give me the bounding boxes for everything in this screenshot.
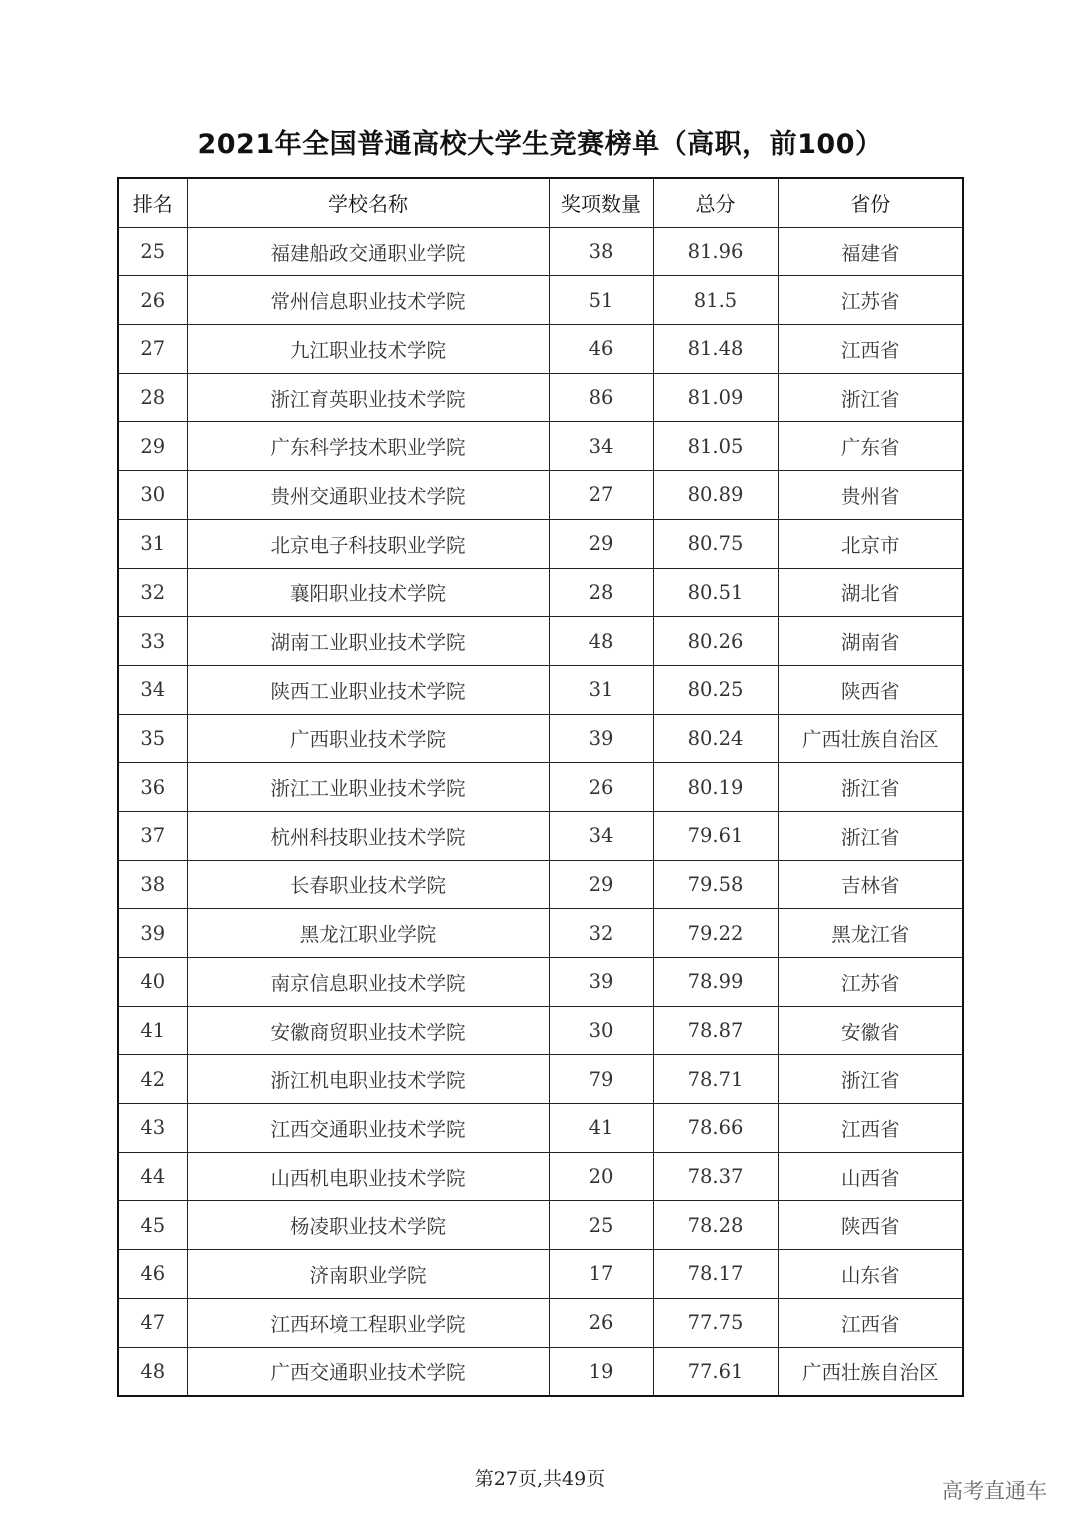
cell-school-name: 福建船政交通职业学院 bbox=[187, 227, 549, 276]
cell-province: 湖北省 bbox=[778, 568, 963, 617]
cell-province: 浙江省 bbox=[778, 1055, 963, 1104]
cell-award-count: 17 bbox=[549, 1250, 653, 1299]
cell-province: 江西省 bbox=[778, 325, 963, 374]
header-school-name: 学校名称 bbox=[187, 178, 549, 227]
cell-province: 贵州省 bbox=[778, 471, 963, 520]
table-row bbox=[118, 1152, 963, 1201]
header-award-count: 奖项数量 bbox=[549, 178, 653, 227]
cell-school-name: 北京电子科技职业学院 bbox=[187, 519, 549, 568]
cell-school-name: 山西机电职业技术学院 bbox=[187, 1152, 549, 1201]
cell-province: 湖南省 bbox=[778, 617, 963, 666]
table-row bbox=[118, 1055, 963, 1104]
cell-total-score: 80.19 bbox=[653, 763, 778, 812]
cell-award-count: 34 bbox=[549, 811, 653, 860]
cell-province: 黑龙江省 bbox=[778, 909, 963, 958]
cell-rank: 25 bbox=[118, 227, 187, 276]
cell-province: 安徽省 bbox=[778, 1006, 963, 1055]
cell-province: 陕西省 bbox=[778, 1201, 963, 1250]
cell-school-name: 安徽商贸职业技术学院 bbox=[187, 1006, 549, 1055]
cell-total-score: 77.61 bbox=[653, 1347, 778, 1396]
cell-province: 江西省 bbox=[778, 1104, 963, 1153]
table-row bbox=[118, 227, 963, 276]
cell-school-name: 江西环境工程职业学院 bbox=[187, 1298, 549, 1347]
cell-award-count: 31 bbox=[549, 665, 653, 714]
cell-province: 广西壮族自治区 bbox=[778, 1347, 963, 1396]
cell-total-score: 78.66 bbox=[653, 1104, 778, 1153]
cell-award-count: 30 bbox=[549, 1006, 653, 1055]
cell-rank: 29 bbox=[118, 422, 187, 471]
table-row bbox=[118, 1347, 963, 1396]
table-row bbox=[118, 958, 963, 1007]
cell-school-name: 广西职业技术学院 bbox=[187, 714, 549, 763]
table-row bbox=[118, 276, 963, 325]
cell-school-name: 杨凌职业技术学院 bbox=[187, 1201, 549, 1250]
cell-province: 广东省 bbox=[778, 422, 963, 471]
cell-school-name: 杭州科技职业技术学院 bbox=[187, 811, 549, 860]
table-row bbox=[118, 471, 963, 520]
cell-total-score: 78.71 bbox=[653, 1055, 778, 1104]
cell-school-name: 陕西工业职业技术学院 bbox=[187, 665, 549, 714]
cell-award-count: 29 bbox=[549, 860, 653, 909]
page-number: 第27页,共49页 bbox=[474, 1468, 606, 1490]
cell-award-count: 25 bbox=[549, 1201, 653, 1250]
cell-total-score: 78.99 bbox=[653, 958, 778, 1007]
cell-province: 福建省 bbox=[778, 227, 963, 276]
cell-rank: 39 bbox=[118, 909, 187, 958]
cell-rank: 26 bbox=[118, 276, 187, 325]
cell-total-score: 80.51 bbox=[653, 568, 778, 617]
cell-total-score: 80.75 bbox=[653, 519, 778, 568]
cell-rank: 34 bbox=[118, 665, 187, 714]
cell-total-score: 81.05 bbox=[653, 422, 778, 471]
cell-school-name: 九江职业技术学院 bbox=[187, 325, 549, 374]
cell-award-count: 28 bbox=[549, 568, 653, 617]
cell-school-name: 浙江工业职业技术学院 bbox=[187, 763, 549, 812]
cell-total-score: 80.26 bbox=[653, 617, 778, 666]
cell-province: 浙江省 bbox=[778, 811, 963, 860]
ranking-table bbox=[117, 177, 964, 1397]
cell-award-count: 26 bbox=[549, 763, 653, 812]
cell-total-score: 79.22 bbox=[653, 909, 778, 958]
cell-award-count: 39 bbox=[549, 958, 653, 1007]
cell-rank: 43 bbox=[118, 1104, 187, 1153]
cell-total-score: 78.87 bbox=[653, 1006, 778, 1055]
cell-school-name: 浙江机电职业技术学院 bbox=[187, 1055, 549, 1104]
cell-rank: 31 bbox=[118, 519, 187, 568]
table-row bbox=[118, 909, 963, 958]
cell-province: 江西省 bbox=[778, 1298, 963, 1347]
cell-school-name: 浙江育英职业技术学院 bbox=[187, 373, 549, 422]
header-rank: 排名 bbox=[118, 178, 187, 227]
cell-total-score: 81.48 bbox=[653, 325, 778, 374]
table-row bbox=[118, 422, 963, 471]
cell-rank: 48 bbox=[118, 1347, 187, 1396]
cell-award-count: 46 bbox=[549, 325, 653, 374]
table-row bbox=[118, 1250, 963, 1299]
table-row bbox=[118, 1006, 963, 1055]
cell-rank: 37 bbox=[118, 811, 187, 860]
cell-rank: 40 bbox=[118, 958, 187, 1007]
header-province: 省份 bbox=[778, 178, 963, 227]
cell-award-count: 48 bbox=[549, 617, 653, 666]
table-body bbox=[118, 227, 963, 1396]
cell-award-count: 86 bbox=[549, 373, 653, 422]
cell-total-score: 81.09 bbox=[653, 373, 778, 422]
cell-rank: 41 bbox=[118, 1006, 187, 1055]
cell-school-name: 湖南工业职业技术学院 bbox=[187, 617, 549, 666]
table-row bbox=[118, 763, 963, 812]
cell-rank: 44 bbox=[118, 1152, 187, 1201]
table-header-row bbox=[118, 178, 963, 227]
cell-province: 浙江省 bbox=[778, 373, 963, 422]
cell-rank: 36 bbox=[118, 763, 187, 812]
table-row bbox=[118, 325, 963, 374]
cell-total-score: 80.24 bbox=[653, 714, 778, 763]
cell-school-name: 江西交通职业技术学院 bbox=[187, 1104, 549, 1153]
table-row bbox=[118, 568, 963, 617]
cell-total-score: 80.25 bbox=[653, 665, 778, 714]
table-row bbox=[118, 617, 963, 666]
watermark: 高考直通车 bbox=[942, 1479, 1047, 1503]
cell-rank: 38 bbox=[118, 860, 187, 909]
cell-total-score: 80.89 bbox=[653, 471, 778, 520]
cell-school-name: 南京信息职业技术学院 bbox=[187, 958, 549, 1007]
cell-award-count: 39 bbox=[549, 714, 653, 763]
cell-school-name: 济南职业学院 bbox=[187, 1250, 549, 1299]
table-row bbox=[118, 860, 963, 909]
cell-province: 北京市 bbox=[778, 519, 963, 568]
cell-total-score: 81.96 bbox=[653, 227, 778, 276]
cell-total-score: 78.28 bbox=[653, 1201, 778, 1250]
cell-award-count: 38 bbox=[549, 227, 653, 276]
cell-award-count: 79 bbox=[549, 1055, 653, 1104]
cell-rank: 42 bbox=[118, 1055, 187, 1104]
cell-total-score: 78.17 bbox=[653, 1250, 778, 1299]
cell-province: 浙江省 bbox=[778, 763, 963, 812]
cell-school-name: 贵州交通职业技术学院 bbox=[187, 471, 549, 520]
cell-award-count: 29 bbox=[549, 519, 653, 568]
cell-award-count: 32 bbox=[549, 909, 653, 958]
cell-award-count: 26 bbox=[549, 1298, 653, 1347]
cell-province: 山西省 bbox=[778, 1152, 963, 1201]
cell-award-count: 34 bbox=[549, 422, 653, 471]
cell-total-score: 79.58 bbox=[653, 860, 778, 909]
cell-award-count: 27 bbox=[549, 471, 653, 520]
table-row bbox=[118, 665, 963, 714]
cell-school-name: 黑龙江职业学院 bbox=[187, 909, 549, 958]
cell-rank: 45 bbox=[118, 1201, 187, 1250]
page-title: 2021年全国普通高校大学生竞赛榜单（高职，前100） bbox=[197, 129, 883, 160]
cell-award-count: 20 bbox=[549, 1152, 653, 1201]
cell-rank: 33 bbox=[118, 617, 187, 666]
cell-award-count: 19 bbox=[549, 1347, 653, 1396]
cell-province: 陕西省 bbox=[778, 665, 963, 714]
header-total-score: 总分 bbox=[653, 178, 778, 227]
table-row bbox=[118, 1298, 963, 1347]
cell-total-score: 77.75 bbox=[653, 1298, 778, 1347]
cell-province: 吉林省 bbox=[778, 860, 963, 909]
cell-province: 广西壮族自治区 bbox=[778, 714, 963, 763]
cell-rank: 47 bbox=[118, 1298, 187, 1347]
cell-school-name: 广西交通职业技术学院 bbox=[187, 1347, 549, 1396]
cell-award-count: 51 bbox=[549, 276, 653, 325]
cell-award-count: 41 bbox=[549, 1104, 653, 1153]
cell-rank: 27 bbox=[118, 325, 187, 374]
cell-school-name: 广东科学技术职业学院 bbox=[187, 422, 549, 471]
cell-rank: 46 bbox=[118, 1250, 187, 1299]
cell-total-score: 79.61 bbox=[653, 811, 778, 860]
cell-rank: 28 bbox=[118, 373, 187, 422]
cell-total-score: 78.37 bbox=[653, 1152, 778, 1201]
cell-school-name: 常州信息职业技术学院 bbox=[187, 276, 549, 325]
cell-rank: 32 bbox=[118, 568, 187, 617]
table-row bbox=[118, 714, 963, 763]
table-row bbox=[118, 811, 963, 860]
cell-province: 山东省 bbox=[778, 1250, 963, 1299]
cell-school-name: 襄阳职业技术学院 bbox=[187, 568, 549, 617]
cell-province: 江苏省 bbox=[778, 958, 963, 1007]
table-row bbox=[118, 373, 963, 422]
table-row bbox=[118, 1201, 963, 1250]
cell-rank: 35 bbox=[118, 714, 187, 763]
table-row bbox=[118, 1104, 963, 1153]
cell-total-score: 81.5 bbox=[653, 276, 778, 325]
cell-school-name: 长春职业技术学院 bbox=[187, 860, 549, 909]
cell-rank: 30 bbox=[118, 471, 187, 520]
cell-province: 江苏省 bbox=[778, 276, 963, 325]
table-row bbox=[118, 519, 963, 568]
